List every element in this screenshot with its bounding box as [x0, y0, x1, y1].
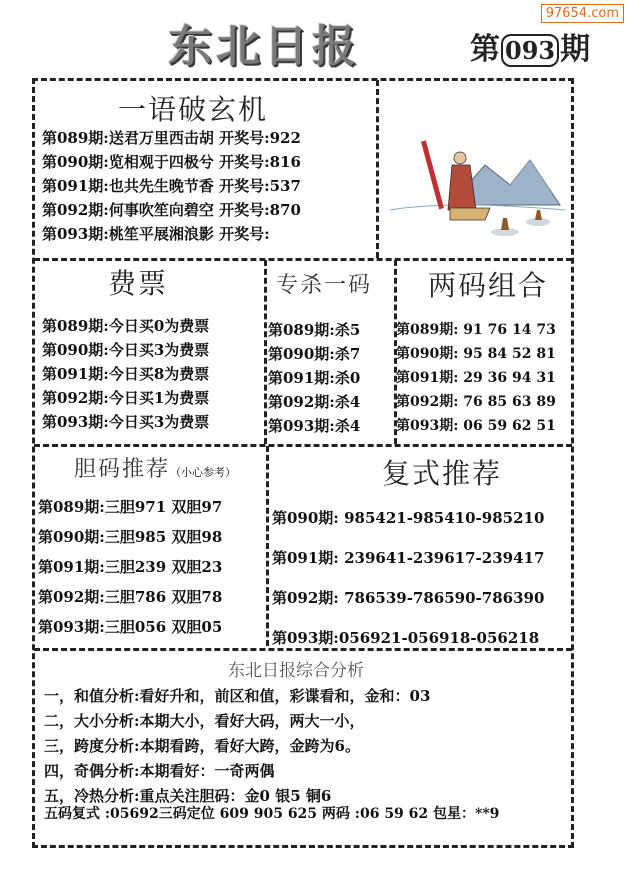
analysis-key: 四，奇偶分析: — [44, 762, 140, 780]
gall-header — [74, 452, 236, 483]
riddle-title: 一语破玄机 — [118, 93, 269, 126]
analysis-value: 本期看跨，看好大跨，金跨为6。 — [139, 737, 360, 755]
gall-row: 第089期:三胆971 双胆97 — [38, 498, 223, 516]
gall-list — [38, 492, 222, 642]
kill-row: 第093期:杀4 — [268, 417, 361, 435]
riddle-row: 第090期:览相观于四极兮 开奖号:816 — [42, 153, 301, 171]
riddle-row: 第093期:桃笙平展湘浪影 开奖号: — [42, 225, 270, 243]
free-list — [42, 314, 209, 434]
free-row: 第093期:今日买3为费票 — [42, 413, 210, 431]
analysis-list — [44, 684, 430, 809]
riddle-row: 第092期:何事吹笙向碧空 开奖号:870 — [42, 201, 301, 219]
multi-title: 复式推荐 — [382, 457, 503, 490]
analysis-key: 五，冷热分析: — [44, 787, 140, 805]
riddle-row: 第089期:送君万里西击胡 开奖号:922 — [42, 129, 301, 147]
pairs-row: 第093期: 06 59 62 51 — [396, 418, 556, 434]
analysis-value: 本期看好：一奇两偶 — [139, 762, 275, 780]
analysis-value: 本期大小，看好大码，两大一小， — [139, 712, 365, 730]
pairs-title: 两码组合 — [428, 269, 549, 302]
issue-prefix: 第 — [470, 32, 500, 67]
divider-v-mid1 — [264, 260, 267, 444]
multi-row: 第090期: 985421-985410-985210 — [272, 509, 545, 527]
analysis-key: 一，和值分析: — [44, 687, 140, 705]
pairs-row: 第092期: 76 85 63 89 — [396, 394, 556, 410]
issue-number — [470, 24, 590, 68]
riddle-row: 第091期:也共先生晚节香 开奖号:537 — [42, 177, 301, 195]
divider-h-2 — [34, 444, 572, 447]
free-row: 第089期:今日买0为费票 — [42, 317, 210, 335]
multi-row: 第091期: 239641-239617-239417 — [272, 549, 545, 567]
fisherman-illustration — [390, 110, 565, 260]
gall-note: （小心参考） — [170, 466, 237, 479]
kill-row: 第090期:杀7 — [268, 345, 361, 363]
analysis-row — [44, 759, 430, 784]
gall-row: 第092期:三胆786 双胆78 — [38, 588, 223, 606]
pairs-row: 第089期: 91 76 14 73 — [396, 322, 556, 338]
kill-row: 第089期:杀5 — [268, 321, 361, 339]
analysis-row — [44, 709, 430, 734]
multi-row: 第093期:056921-056918-056218 — [272, 629, 540, 647]
analysis-value: 重点关注胆码：金0 银5 铜6 — [139, 787, 332, 805]
analysis-row — [44, 684, 430, 709]
divider-v-low — [266, 446, 269, 646]
analysis-key: 三，跨度分析: — [44, 737, 140, 755]
issue-num: 093 — [501, 34, 559, 67]
kill-title: 专杀一码 — [276, 273, 373, 298]
multi-list — [272, 498, 544, 658]
gall-title: 胆码推荐 — [74, 457, 171, 482]
analysis-bottom-line: 五码复式 :05692三码定位 609 905 625 两码 :06 59 62 包星：**9 — [44, 806, 500, 822]
gall-row: 第090期:三胆985 双胆98 — [38, 528, 223, 546]
analysis-key: 二，大小分析: — [44, 712, 140, 730]
analysis-value: 看好升和，前区和值，彩谍看和，金和：03 — [139, 687, 431, 705]
free-row: 第091期:今日买8为费票 — [42, 365, 210, 383]
analysis-title: 东北日报综合分析 — [228, 661, 364, 681]
pairs-row: 第090期: 95 84 52 81 — [396, 346, 556, 362]
pairs-list — [396, 318, 556, 438]
free-title: 费票 — [108, 267, 169, 300]
site-watermark: 97654.com — [541, 4, 624, 23]
newspaper-title: 东北日报 — [168, 21, 360, 72]
kill-row: 第091期:杀0 — [268, 369, 361, 387]
issue-suffix: 期 — [560, 32, 591, 67]
riddle-list — [42, 126, 301, 246]
free-row: 第092期:今日买1为费票 — [42, 389, 210, 407]
kill-row: 第092期:杀4 — [268, 393, 361, 411]
gall-row: 第093期:三胆056 双胆05 — [38, 618, 223, 636]
gall-row: 第091期:三胆239 双胆23 — [38, 558, 223, 576]
pairs-row: 第091期: 29 36 94 31 — [396, 370, 556, 386]
multi-row: 第092期: 786539-786590-786390 — [272, 589, 545, 607]
divider-v-top — [376, 80, 379, 258]
free-row: 第090期:今日买3为费票 — [42, 341, 210, 359]
analysis-row — [44, 734, 430, 759]
kill-list — [268, 318, 360, 438]
